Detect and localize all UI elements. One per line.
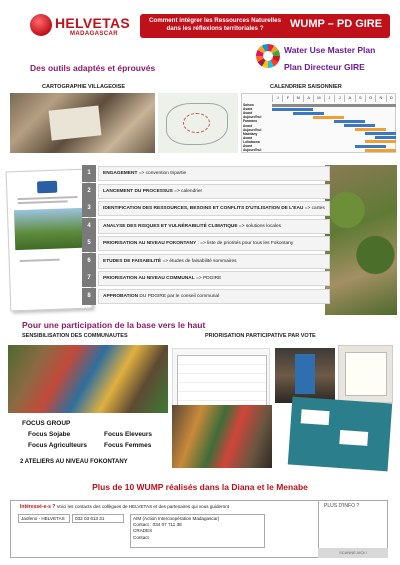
- label-sensibilisation: SENSIBILISATION DES COMMUNAUTES: [22, 333, 128, 339]
- calendar-row-label: Asara: [243, 107, 253, 112]
- contact-helvetas-name: Jaofeno - HELVETAS: [18, 514, 70, 523]
- step-result: : => liste de priorités pour tous les Fokontany: [196, 241, 294, 246]
- step-text: [98, 201, 330, 216]
- step-title: PRIORISATION AU NIVEAU FOKONTANY: [103, 241, 197, 246]
- contact-aim: AIM (Action Intercoopération Madagascar): [133, 516, 220, 521]
- step-text: [98, 254, 330, 269]
- contact-crades: CRADES: [133, 528, 153, 534]
- calendar-bar: [272, 108, 313, 111]
- photo-vote-table: [172, 348, 270, 410]
- photo-vote-cards: [288, 397, 392, 472]
- calendar-bar: [272, 104, 396, 107]
- focus-eleveurs: Focus Eleveurs: [104, 431, 153, 438]
- calendar-month: D: [386, 95, 396, 102]
- photo-aerial-view: [325, 165, 397, 315]
- step-result: DU PDGIRE par le conseil communal: [138, 293, 220, 299]
- process-step: [82, 235, 332, 252]
- step-text: [98, 184, 330, 199]
- photo-vote-booth: [275, 348, 335, 403]
- step-result: => études de faisabilité sommaires: [161, 258, 237, 264]
- step-number: 7: [82, 270, 96, 287]
- document-text-line: [18, 196, 78, 200]
- calendar-row-label: Aujourd'hui: [243, 115, 262, 120]
- org-name: HELVETAS: [55, 15, 130, 31]
- wump-count-highlight: Plus de 10 WUMP réalisés dans la Diana et le Menabe: [92, 482, 308, 492]
- calendar-month: J: [334, 95, 344, 102]
- focus-agriculteurs: Focus Agriculteurs: [28, 442, 87, 449]
- step-title: LANCEMENT DU PROCESSUS: [103, 188, 173, 194]
- subtitle-en: Water Use Master Plan: [284, 45, 376, 55]
- banner-question: Comment intégrer les Ressources Naturelles dans les réflexions territoriales ?: [148, 17, 282, 32]
- banner-title: WUMP – PD GIRE: [290, 18, 383, 30]
- step-result: => solutions locales: [237, 223, 282, 229]
- step-title: APPROBATION: [103, 293, 139, 299]
- step-text: [98, 271, 330, 286]
- step-text: [98, 219, 330, 234]
- contact-partners: [130, 514, 265, 548]
- focus-group-heading: FOCUS GROUP: [22, 420, 71, 427]
- process-step: [82, 270, 332, 287]
- process-step: [82, 288, 332, 305]
- step-result: => PDGIRE: [194, 276, 222, 281]
- step-number: 6: [82, 253, 96, 270]
- step-result: => calendrier: [172, 188, 203, 194]
- calendar-month: A: [344, 95, 354, 102]
- document-logo: [37, 181, 57, 194]
- step-text: [98, 236, 330, 251]
- calendar-bar: [355, 145, 386, 148]
- photo-pdgire-document: [6, 169, 93, 312]
- section-title-participation: Pour une participation de la base vers le haut: [22, 320, 206, 330]
- calendar-bar: [365, 140, 396, 143]
- step-result: => cartes: [303, 206, 325, 211]
- calendar-row-label: Avant: [243, 135, 253, 140]
- plus-info-title: PLUS D'INFO ?: [324, 503, 360, 509]
- header: [0, 0, 400, 44]
- contact-helvetas-phone[interactable]: 032 03 613 31: [72, 514, 124, 523]
- calendar-row: [243, 148, 395, 152]
- calendar-bar: [355, 128, 386, 131]
- step-title: IDENTIFICATION DES RESSOURCES, BESOINS ET CONFLITS D'UTILISATION DE L'EAU: [103, 206, 304, 211]
- calendar-month: J: [272, 95, 282, 102]
- label-cartographie: CARTOGRAPHIE VILLAGEOISE: [42, 84, 126, 90]
- document-text-line: [20, 259, 60, 262]
- photo-cartographie: [10, 93, 155, 153]
- calendar-bar: [293, 112, 324, 115]
- step-title: ANALYSE DES RISQUES ET VULNÉRABILITÉ CLIMATIQUE: [103, 223, 238, 229]
- contact-text: Voici les contacts des collègues de HELVETAS et des partenaires qui vous guideront: [55, 504, 230, 509]
- vote-table: [177, 355, 267, 407]
- calendar-month: M: [313, 95, 323, 102]
- step-title: ETUDES DE FAISABILITÉ: [103, 258, 162, 264]
- globe-icon: [30, 14, 52, 36]
- process-step: [82, 200, 332, 217]
- section-title-outils: Des outils adaptés et éprouvés: [30, 63, 156, 73]
- photo-village-map: [158, 93, 238, 153]
- document-text-line: [18, 200, 68, 204]
- calendar-bar: [334, 120, 365, 123]
- calendar-row-label: Fararano: [243, 119, 258, 124]
- document-cover-image: [14, 208, 83, 250]
- org-sub: MADAGASCAR: [70, 31, 118, 37]
- helvetas-logo[interactable]: [30, 14, 130, 40]
- step-number: 8: [82, 288, 96, 305]
- contact-aim-phone[interactable]: Contact : 034 07 711 38: [133, 522, 182, 528]
- step-title: PRIORISATION AU NIVEAU COMMUNAL: [103, 276, 195, 281]
- calendar-months: [272, 95, 396, 102]
- step-number: 5: [82, 235, 96, 252]
- calendar-row-label: Saison: [243, 103, 254, 107]
- process-step: [82, 218, 332, 235]
- calendar-month: F: [282, 95, 292, 102]
- calendar-month: M: [293, 95, 303, 102]
- calendar-row-label: Maintany: [243, 131, 258, 136]
- contact-heading: [20, 504, 229, 510]
- subtitle-fr: Plan Directeur GIRE: [284, 62, 365, 72]
- contact-crades-contact: Contact: [133, 534, 149, 540]
- step-number: 2: [82, 183, 96, 200]
- label-priorisation-vote: PRIORISATION PARTICIPATIVE PAR VOTE: [205, 333, 316, 339]
- calendar-month: S: [355, 95, 365, 102]
- step-number: 3: [82, 200, 96, 217]
- focus-femmes: Focus Femmes: [104, 442, 152, 449]
- calendar-row-label: Lohataona: [243, 139, 260, 144]
- step-text: [98, 289, 330, 304]
- process-step: [82, 253, 332, 270]
- step-result: => convention tripartie: [137, 171, 187, 176]
- calendar-bar: [375, 136, 396, 139]
- calendar-row-label: Avant: [243, 144, 253, 148]
- sdg-wheel-icon: [256, 44, 280, 68]
- process-step: [82, 165, 332, 182]
- step-title: ENGAGEMENT: [103, 171, 138, 176]
- step-number: 1: [82, 165, 96, 182]
- seasonal-calendar: [241, 93, 396, 153]
- photo-sensibilisation: [8, 345, 168, 413]
- calendar-row-label: Avant: [243, 123, 253, 128]
- label-calendrier: CALENDRIER SAISONNIER: [270, 84, 342, 90]
- calendar-bar: [365, 132, 396, 135]
- process-step: [82, 183, 332, 200]
- step-text: [98, 166, 330, 181]
- calendar-month: O: [365, 95, 375, 102]
- qr-scan-label[interactable]: SCANNE-MOI !: [318, 548, 388, 558]
- photo-vote-sheet: [338, 345, 393, 403]
- vote-sheet: [345, 352, 387, 396]
- calendar-bar: [365, 149, 396, 152]
- calendar-month: A: [303, 95, 313, 102]
- photo-participants: [172, 405, 272, 468]
- calendar-month: J: [324, 95, 334, 102]
- ateliers-fokontany: 2 ATELIERS AU NIVEAU FOKONTANY: [20, 459, 128, 465]
- step-number: 4: [82, 218, 96, 235]
- focus-sojabe: Focus Sojabe: [28, 431, 71, 438]
- calendar-row-label: Avant: [243, 111, 253, 116]
- calendar-bar: [313, 116, 344, 119]
- contact-title: Intéressé-e-s ?: [20, 504, 56, 510]
- calendar-row-label: Aujourd'hui: [243, 127, 262, 132]
- calendar-row-label: Aujourd'hui: [243, 148, 262, 153]
- calendar-month: N: [375, 95, 385, 102]
- calendar-bar: [344, 124, 375, 127]
